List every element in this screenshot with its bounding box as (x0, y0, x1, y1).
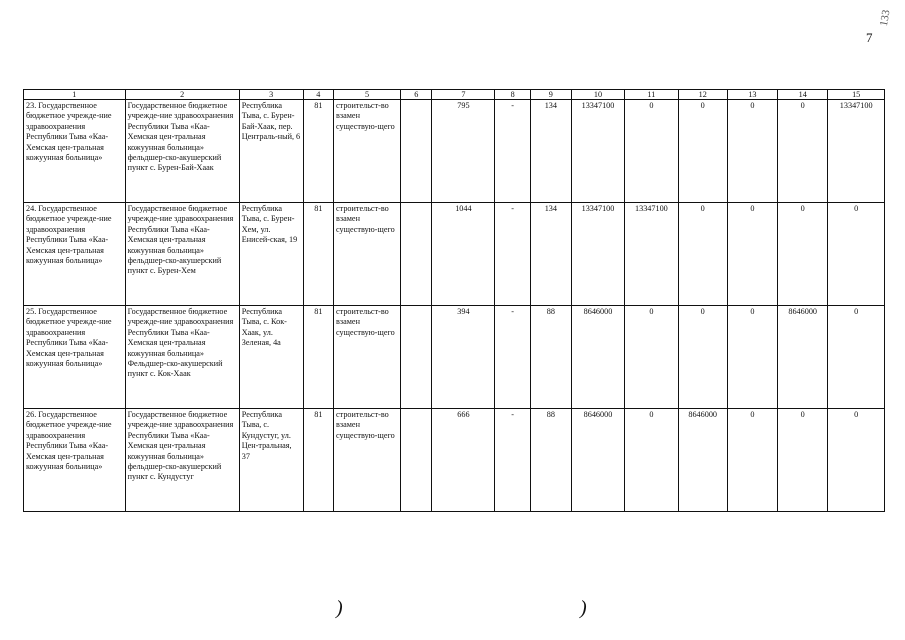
column-header: 1 (24, 90, 126, 100)
value-cell: 0 (727, 306, 777, 409)
facility-cell: Государственное бюджетное учрежде-ние здравоохранения Республики Тыва «Каа-Хемская цен-тральная кожуунная больница» фельдшер-ско-акушерский пункт с. Бурен-Хем (125, 203, 239, 306)
value-cell: 0 (828, 409, 885, 512)
archive-stamp: 133 (877, 8, 893, 28)
facility-cell: Государственное бюджетное учрежде-ние здравоохранения Республики Тыва «Каа-Хемская цен-тральная кожуунная больница» фельдшер-ско-акушерский пункт с. Бурен-Бай-Хаак (125, 100, 239, 203)
value-cell: 81 (303, 306, 333, 409)
table-row (24, 203, 885, 306)
value-cell: - (495, 306, 531, 409)
pen-mark: ) (580, 597, 587, 619)
page-number: 7 (866, 30, 873, 45)
value-cell (401, 100, 432, 203)
column-header: 8 (495, 90, 531, 100)
value-cell: 81 (303, 409, 333, 512)
column-header: 4 (303, 90, 333, 100)
value-cell: - (495, 203, 531, 306)
value-cell: 0 (625, 409, 678, 512)
value-cell: 13347100 (828, 100, 885, 203)
column-header: 3 (239, 90, 303, 100)
value-cell: 0 (828, 203, 885, 306)
column-header: 15 (828, 90, 885, 100)
facility-cell: Государственное бюджетное учрежде-ние здравоохранения Республики Тыва «Каа-Хемская цен-тральная кожуунная больница» Фельдшер-ско-акушерский пункт с. Кок-Хаак (125, 306, 239, 409)
column-header: 13 (727, 90, 777, 100)
value-cell: 394 (432, 306, 495, 409)
value-cell: 0 (678, 100, 727, 203)
work-type-cell: строительст-во взамен существую-щего (334, 409, 401, 512)
value-cell: - (495, 100, 531, 203)
value-cell: 13347100 (571, 203, 624, 306)
value-cell (401, 203, 432, 306)
column-header: 11 (625, 90, 678, 100)
address-cell: Республика Тыва, с. Кок-Хаак, ул. Зеленая, 4а (239, 306, 303, 409)
value-cell: 0 (727, 409, 777, 512)
institution-cell: 26. Государственное бюджетное учрежде-ние здравоохранения Республики Тыва «Каа-Хемская цен-тральная кожуунная больница» (24, 409, 126, 512)
value-cell: 0 (727, 203, 777, 306)
institution-cell: 23. Государственное бюджетное учрежде-ние здравоохранения Республики Тыва «Каа-Хемская цен-тральная кожуунная больница» (24, 100, 126, 203)
value-cell: 8646000 (778, 306, 828, 409)
value-cell: 0 (625, 306, 678, 409)
table-row (24, 100, 885, 203)
column-header: 6 (401, 90, 432, 100)
value-cell: 666 (432, 409, 495, 512)
value-cell (401, 306, 432, 409)
value-cell: 8646000 (678, 409, 727, 512)
column-header: 2 (125, 90, 239, 100)
value-cell: 1044 (432, 203, 495, 306)
value-cell: 0 (778, 100, 828, 203)
facility-cell: Государственное бюджетное учрежде-ние здравоохранения Республики Тыва «Каа-Хемская цен-тральная кожуунная больница» фельдшер-ско-акушерский пункт с. Кундустуг (125, 409, 239, 512)
column-header: 9 (530, 90, 571, 100)
work-type-cell: строительст-во взамен существую-щего (334, 306, 401, 409)
value-cell: 0 (727, 100, 777, 203)
value-cell: 0 (778, 409, 828, 512)
value-cell: 88 (530, 409, 571, 512)
value-cell: 81 (303, 100, 333, 203)
address-cell: Республика Тыва, с. Бурен-Бай-Хаак, пер. Централь-ный, 6 (239, 100, 303, 203)
column-header: 12 (678, 90, 727, 100)
column-header: 5 (334, 90, 401, 100)
address-cell: Республика Тыва, с. Кундустуг, ул. Цен-тральная, 37 (239, 409, 303, 512)
value-cell (401, 409, 432, 512)
work-type-cell: строительст-во взамен существую-щего (334, 203, 401, 306)
value-cell: 0 (828, 306, 885, 409)
value-cell: 134 (530, 100, 571, 203)
value-cell: 13347100 (571, 100, 624, 203)
institution-cell: 24. Государственное бюджетное учрежде-ние здравоохранения Республики Тыва «Каа-Хемская цен-тральная кожуунная больница» (24, 203, 126, 306)
value-cell: 81 (303, 203, 333, 306)
value-cell: 795 (432, 100, 495, 203)
value-cell: 8646000 (571, 409, 624, 512)
value-cell: - (495, 409, 531, 512)
value-cell: 0 (678, 306, 727, 409)
column-header: 14 (778, 90, 828, 100)
pen-mark: ) (336, 597, 343, 619)
value-cell: 134 (530, 203, 571, 306)
value-cell: 13347100 (625, 203, 678, 306)
value-cell: 88 (530, 306, 571, 409)
table-row (24, 306, 885, 409)
value-cell: 8646000 (571, 306, 624, 409)
value-cell: 0 (625, 100, 678, 203)
table-row (24, 409, 885, 512)
institution-cell: 25. Государственное бюджетное учрежде-ние здравоохранения Республики Тыва «Каа-Хемская цен-тральная кожуунная больница» (24, 306, 126, 409)
column-number-row (24, 90, 885, 100)
address-cell: Республика Тыва, с. Бурен-Хем, ул. Енисей-ская, 19 (239, 203, 303, 306)
value-cell: 0 (678, 203, 727, 306)
column-header: 7 (432, 90, 495, 100)
work-type-cell: строительст-во взамен существую-щего (334, 100, 401, 203)
register-table (23, 89, 885, 512)
column-header: 10 (571, 90, 624, 100)
value-cell: 0 (778, 203, 828, 306)
